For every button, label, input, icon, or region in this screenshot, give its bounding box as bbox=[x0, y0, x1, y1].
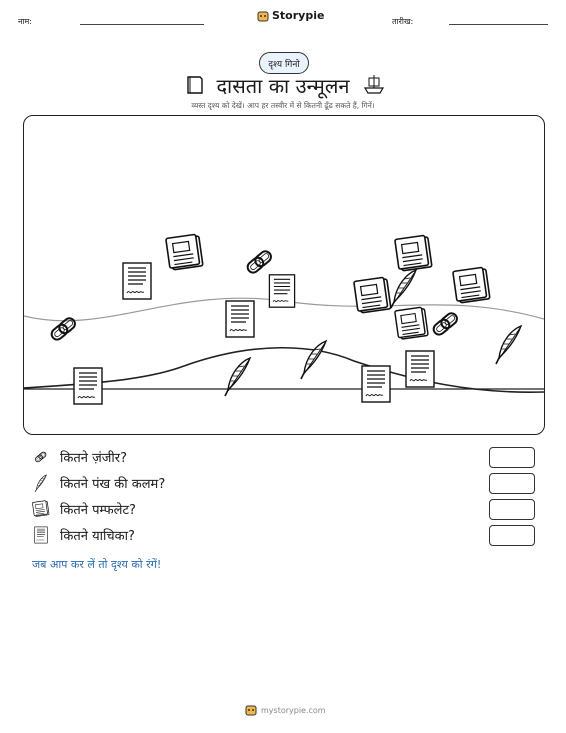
busy-scene[interactable] bbox=[23, 115, 545, 435]
question-quill bbox=[32, 474, 165, 492]
question-label: कितने याचिका? bbox=[60, 529, 135, 544]
footer bbox=[245, 704, 326, 716]
question-label: कितने ज़ंजीर? bbox=[60, 451, 127, 466]
chain-icon[interactable] bbox=[431, 311, 459, 337]
pamphlet-icon[interactable] bbox=[395, 235, 432, 270]
date-field[interactable] bbox=[449, 24, 548, 25]
quill-icon[interactable] bbox=[496, 326, 521, 364]
storypie-icon bbox=[257, 10, 269, 22]
activity-badge: दृश्य गिनो bbox=[259, 52, 309, 74]
quill-icon[interactable] bbox=[225, 358, 250, 396]
question-label: कितने पम्फलेट? bbox=[60, 503, 136, 518]
answer-box-quill[interactable] bbox=[489, 473, 535, 494]
storypie-icon bbox=[245, 704, 257, 716]
petition-icon[interactable] bbox=[406, 351, 434, 387]
coloring-note: जब आप कर लें तो दृश्य को रंगें! bbox=[32, 558, 162, 571]
quill-icon[interactable] bbox=[301, 341, 326, 379]
question-chain bbox=[32, 448, 127, 466]
answer-box-petition[interactable] bbox=[489, 525, 535, 546]
petition-icon[interactable] bbox=[269, 275, 294, 307]
quill-icon[interactable] bbox=[391, 270, 416, 308]
petition-icon[interactable] bbox=[362, 366, 390, 402]
pamphlet-icon[interactable] bbox=[453, 267, 490, 302]
pamphlet-icon[interactable] bbox=[395, 307, 428, 339]
question-petition bbox=[32, 526, 135, 544]
answer-box-pamphlet[interactable] bbox=[489, 499, 535, 520]
question-label: कितने पंख की कलम? bbox=[60, 477, 166, 492]
name-field[interactable] bbox=[80, 24, 204, 25]
pamphlet-icon[interactable] bbox=[166, 234, 203, 269]
footer-url[interactable]: mystorypie.com bbox=[261, 705, 326, 715]
petition-icon bbox=[32, 526, 50, 544]
petition-icon[interactable] bbox=[123, 263, 151, 299]
page-title: दासता का उन्मूलन bbox=[216, 74, 350, 98]
quill-icon bbox=[32, 474, 50, 492]
name-label: नाम: bbox=[18, 17, 32, 26]
pamphlet-icon bbox=[32, 500, 50, 518]
ship-icon bbox=[362, 72, 386, 100]
petition-icon[interactable] bbox=[226, 301, 254, 337]
answer-box-chain[interactable] bbox=[489, 447, 535, 468]
chain-icon bbox=[32, 448, 50, 466]
brand-logo bbox=[257, 9, 324, 22]
instructions: व्यस्त दृश्य को देखें। आप हर तस्वीर में से कितनी ढूँढ सकते हैं, गिनें। bbox=[191, 101, 375, 110]
chain-icon[interactable] bbox=[245, 249, 273, 275]
date-label: तारीख: bbox=[392, 17, 414, 26]
pamphlet-icon[interactable] bbox=[354, 277, 391, 312]
brand-name: Storypie bbox=[272, 9, 325, 22]
petition-icon[interactable] bbox=[74, 368, 102, 404]
question-pamphlet bbox=[32, 500, 136, 518]
